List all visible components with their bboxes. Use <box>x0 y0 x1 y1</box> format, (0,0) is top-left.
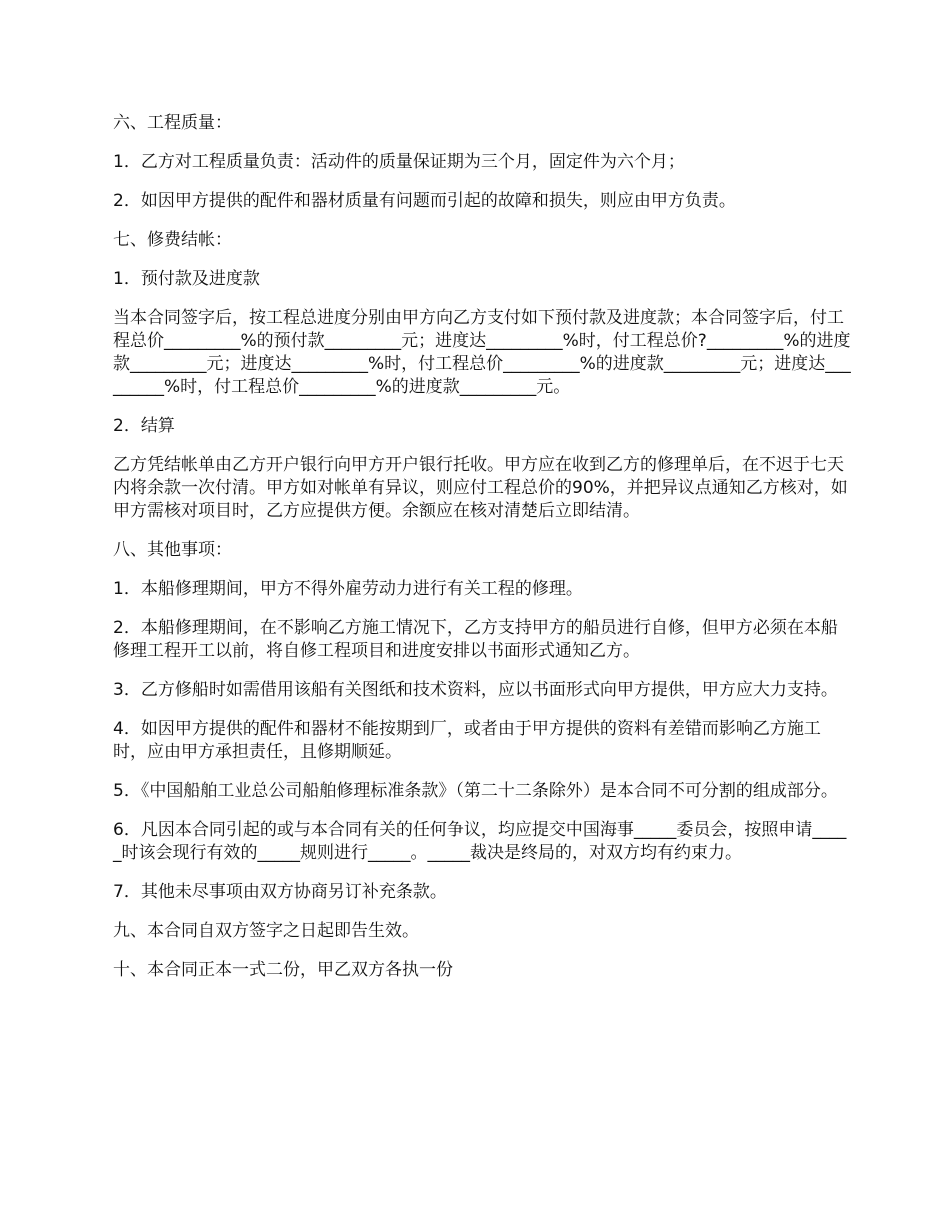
other-clause-2: 2．本船修理期间，在不影响乙方施工情况下，乙方支持甲方的船员进行自修，但甲方必须在本船修理工程开工以前，将自修工程项目和进度安排以书面形式通知乙方。 <box>113 618 838 661</box>
settlement-subheading-1: 1．预付款及进度款 <box>113 269 260 289</box>
settlement-subheading-2: 2．结算 <box>113 416 175 436</box>
section-heading-copies: 十、本合同正本一式二份，甲乙双方各执一份 <box>113 960 453 980</box>
other-clause-6: 6．凡因本合同引起的或与本合同有关的任何争议，均应提交中国海事_____委员会，按照申请_____时该会现行有效的_____规则进行_____。_____裁决是终局的，对双方均有约束力。 <box>113 820 847 863</box>
section-heading-effective: 九、本合同自双方签字之日起即告生效。 <box>113 921 419 941</box>
other-clause-7: 7．其他未尽事项由双方协商另订补充条款。 <box>113 882 447 902</box>
section-heading-other: 八、其他事项： <box>113 540 232 560</box>
section-heading-quality: 六、工程质量： <box>113 113 232 133</box>
payment-schedule-paragraph: 当本合同签字后，按工程总进度分别由甲方向乙方支付如下预付款及进度款；本合同签字后，付工程总价_________%的预付款_________元；进度达_________%时，付工程总价?_________%的进度款_________元；进度达_________%时，付工程总价_________%的进度款_________元；进度达_________%时，付工程总价_________%的进度款_________元。 <box>113 308 851 397</box>
other-clause-3: 3．乙方修船时如需借用该船有关图纸和技术资料，应以书面形式向甲方提供，甲方应大力支持。 <box>113 680 838 700</box>
quality-clause-1: 1．乙方对工程质量负责：活动件的质量保证期为三个月，固定件为六个月； <box>113 152 685 172</box>
other-clause-4: 4．如因甲方提供的配件和器材不能按期到厂，或者由于甲方提供的资料有差错而影响乙方施工时，应由甲方承担责任，且修期顺延。 <box>113 719 821 762</box>
settlement-paragraph: 乙方凭结帐单由乙方开户银行向甲方开户银行托收。甲方应在收到乙方的修理单后，在不迟于七天内将余款一次付清。甲方如对帐单有异议，则应付工程总价的90%，并把异议点通知乙方核对，如甲方需核对项目时，乙方应提供方便。余额应在核对清楚后立即结清。 <box>113 455 848 521</box>
section-heading-settlement: 七、修费结帐： <box>113 230 232 250</box>
quality-clause-2: 2．如因甲方提供的配件和器材质量有问题而引起的故障和损失，则应由甲方负责。 <box>113 191 736 211</box>
other-clause-5: 5．《中国船舶工业总公司船舶修理标准条款》（第二十二条除外）是本合同不可分割的组成部分。 <box>113 781 838 801</box>
other-clause-1: 1．本船修理期间，甲方不得外雇劳动力进行有关工程的修理。 <box>113 579 583 599</box>
document-body <box>113 112 853 998</box>
